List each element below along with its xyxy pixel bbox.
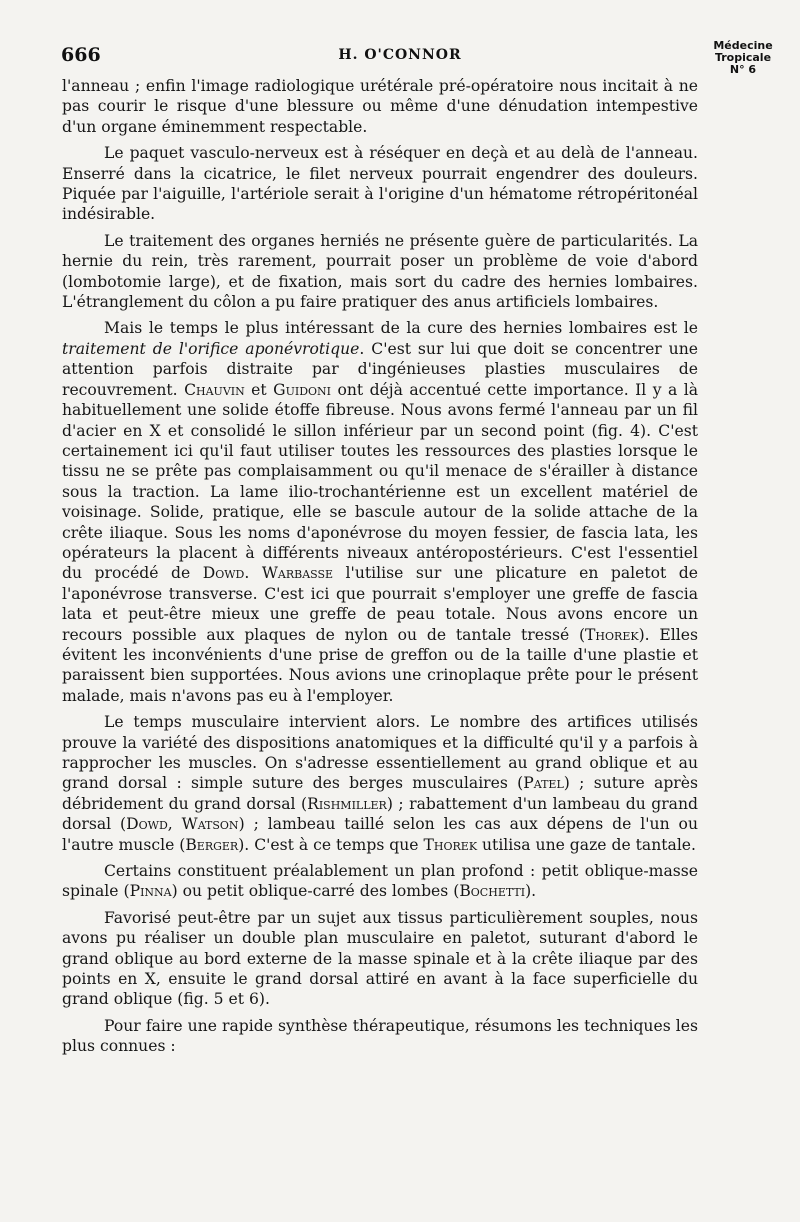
author-name: Thorek	[585, 625, 639, 644]
paragraph-1	[62, 76, 698, 137]
author-name: Dowd	[126, 815, 168, 834]
p6-text-2: ) ou petit oblique-carré des lombes (	[171, 882, 460, 901]
p8-text: Pour faire une rapide synthèse thérapeutique, résumons les techniques les plus connues :	[62, 1016, 698, 1056]
p4-text-3: et	[244, 380, 274, 399]
p3-text: Le traitement des organes herniés ne présente guère de particularités. La hernie du rein, très rarement, pourrait poser un problème de voie d'abord (lombotomie large), et de fixation, mais sort du cadre des hernies lombaires. L'étranglement du côlon a pu faire pratiquer des anus artificiels lombaires.	[62, 231, 698, 312]
author-name: Pinna	[129, 882, 172, 901]
journal-tag	[698, 40, 788, 76]
p4-text-1: Mais le temps le plus intéressant de la cure des hernies lombaires est le	[104, 319, 698, 338]
paragraph-7	[62, 908, 698, 1010]
paragraph-2	[62, 143, 698, 225]
running-head: H. O'CONNOR	[338, 47, 462, 63]
p6-text-3: ).	[525, 882, 537, 901]
author-name: Rishmiller	[307, 794, 387, 813]
p4-text-6: l'utilise sur une plicature en paletot de l'aponévrose transverse. C'est ici que pourrait s'employer une greffe de fascia lata et peut-être mieux une greffe de peau totale. Nous avons encore un recours possible aux plaques de nylon ou de tantale tressé (	[62, 564, 699, 644]
journal-tag-line2: Tropicale	[714, 51, 772, 64]
p4-italic-phrase: traitement de l'orifice aponévrotique	[62, 339, 360, 358]
journal-tag-line1: Médecine	[713, 39, 773, 52]
p4-text-2: . C'est sur lui que doit se concentrer une attention parfois distraite par d'ingénieuses plasties musculaires de recouvrement.	[62, 339, 698, 399]
paragraph-3	[62, 231, 698, 313]
author-name: Dowd	[202, 564, 245, 583]
paragraph-4	[62, 318, 698, 706]
paragraph-5	[62, 712, 698, 855]
p5-text-7: utilisa une gaze de tantale.	[477, 835, 696, 854]
p5-text-1: Le temps musculaire intervient alors. Le nombre des artifices utilisés prouve la variété des dispositions anatomiques et la difficulté qu'il y a parfois à rapprocher les muscles. On s'adresse essentiellement au grand oblique et au grand dorsal : simple suture des berges musculaires (	[62, 713, 698, 793]
author-name: Thorek	[423, 835, 478, 854]
paragraph-6	[62, 861, 698, 902]
author-name: Berger	[185, 835, 239, 854]
body-text	[62, 76, 698, 1057]
author-name: Bochetti	[459, 882, 526, 901]
p4-text-4: ont déjà accentué cette importance. Il y a là habituellement une solide étoffe fibreuse. Nous avons fermé l'anneau par un fil d'acier en X et consolidé le sillon inférieur par un second point (fig. 4). C'est certainement ici qu'il faut utiliser toutes les ressources des plasties lorsque le tissu ne se prête pas complaisamment ou qu'il menace de s'érailler à distance sous la traction. La lame ilio-trochantérienne est un excellent matériel de voisinage. Solide, pratique, elle se bascule autour de la solide attache de la crête iliaque. Sous les noms d'aponévrose du moyen fessier, de fascia lata, les opérateurs la placent à différents niveaux antéropostérieurs. C'est l'essentiel du procédé de	[62, 380, 699, 583]
p5-text-4: ,	[167, 815, 182, 834]
paragraph-8	[62, 1016, 698, 1057]
p6-text-1: Certains constituent préalablement un plan profond : petit oblique-masse spinale (	[62, 862, 698, 901]
p1-text: l'anneau ; enfin l'image radiologique urétérale pré-opératoire nous incitait à ne pas courir le risque d'une blessure ou même d'une dénudation intempestive d'un organe éminemment respectable.	[62, 77, 698, 136]
p4-text-7: ). Elles évitent les inconvénients d'une prise de greffon ou de la taille d'une plastie et paraissent bien supportées. Nous avions une crinoplaque prête pour le présent malade, mais n'avons pas eu à l'employer.	[62, 625, 698, 705]
p4-text-5: .	[244, 564, 262, 583]
author-name: Chauvin	[184, 380, 245, 399]
p5-text-6: ). C'est à ce temps que	[238, 835, 424, 854]
journal-tag-line3: N° 6	[729, 63, 757, 76]
p7-text: Favorisé peut-être par un sujet aux tissus particulièrement souples, nous avons pu réaliser un double plan musculaire en paletot, suturant d'abord le grand oblique au bord externe de la masse spinale et à la crête iliaque par des points en X, ensuite le grand dorsal attiré en avant à la face superficielle du grand oblique (fig. 5 et 6).	[62, 908, 698, 1009]
p5-text-5: ) ; lambeau taillé selon les cas aux dépens de l'un ou l'autre muscle (	[62, 815, 698, 854]
author-name: Patel	[523, 774, 564, 793]
page-number: 666	[61, 44, 101, 66]
p5-text-3: ) ; rabattement d'un lambeau du grand dorsal (	[62, 794, 698, 834]
author-name: Guidoni	[273, 380, 332, 399]
p2-text: Le paquet vasculo-nerveux est à réséquer en deçà et au delà de l'anneau. Enserré dans la cicatrice, le filet nerveux pourrait engendrer des douleurs. Piquée par l'aiguille, l'artériole serait à l'origine d'un hématome rétropéritonéal indésirable.	[62, 144, 698, 224]
author-name: Warbasse	[261, 564, 334, 583]
p5-text-2: ) ; suture après débridement du grand dorsal (	[62, 774, 698, 813]
author-name: Watson	[181, 815, 239, 834]
